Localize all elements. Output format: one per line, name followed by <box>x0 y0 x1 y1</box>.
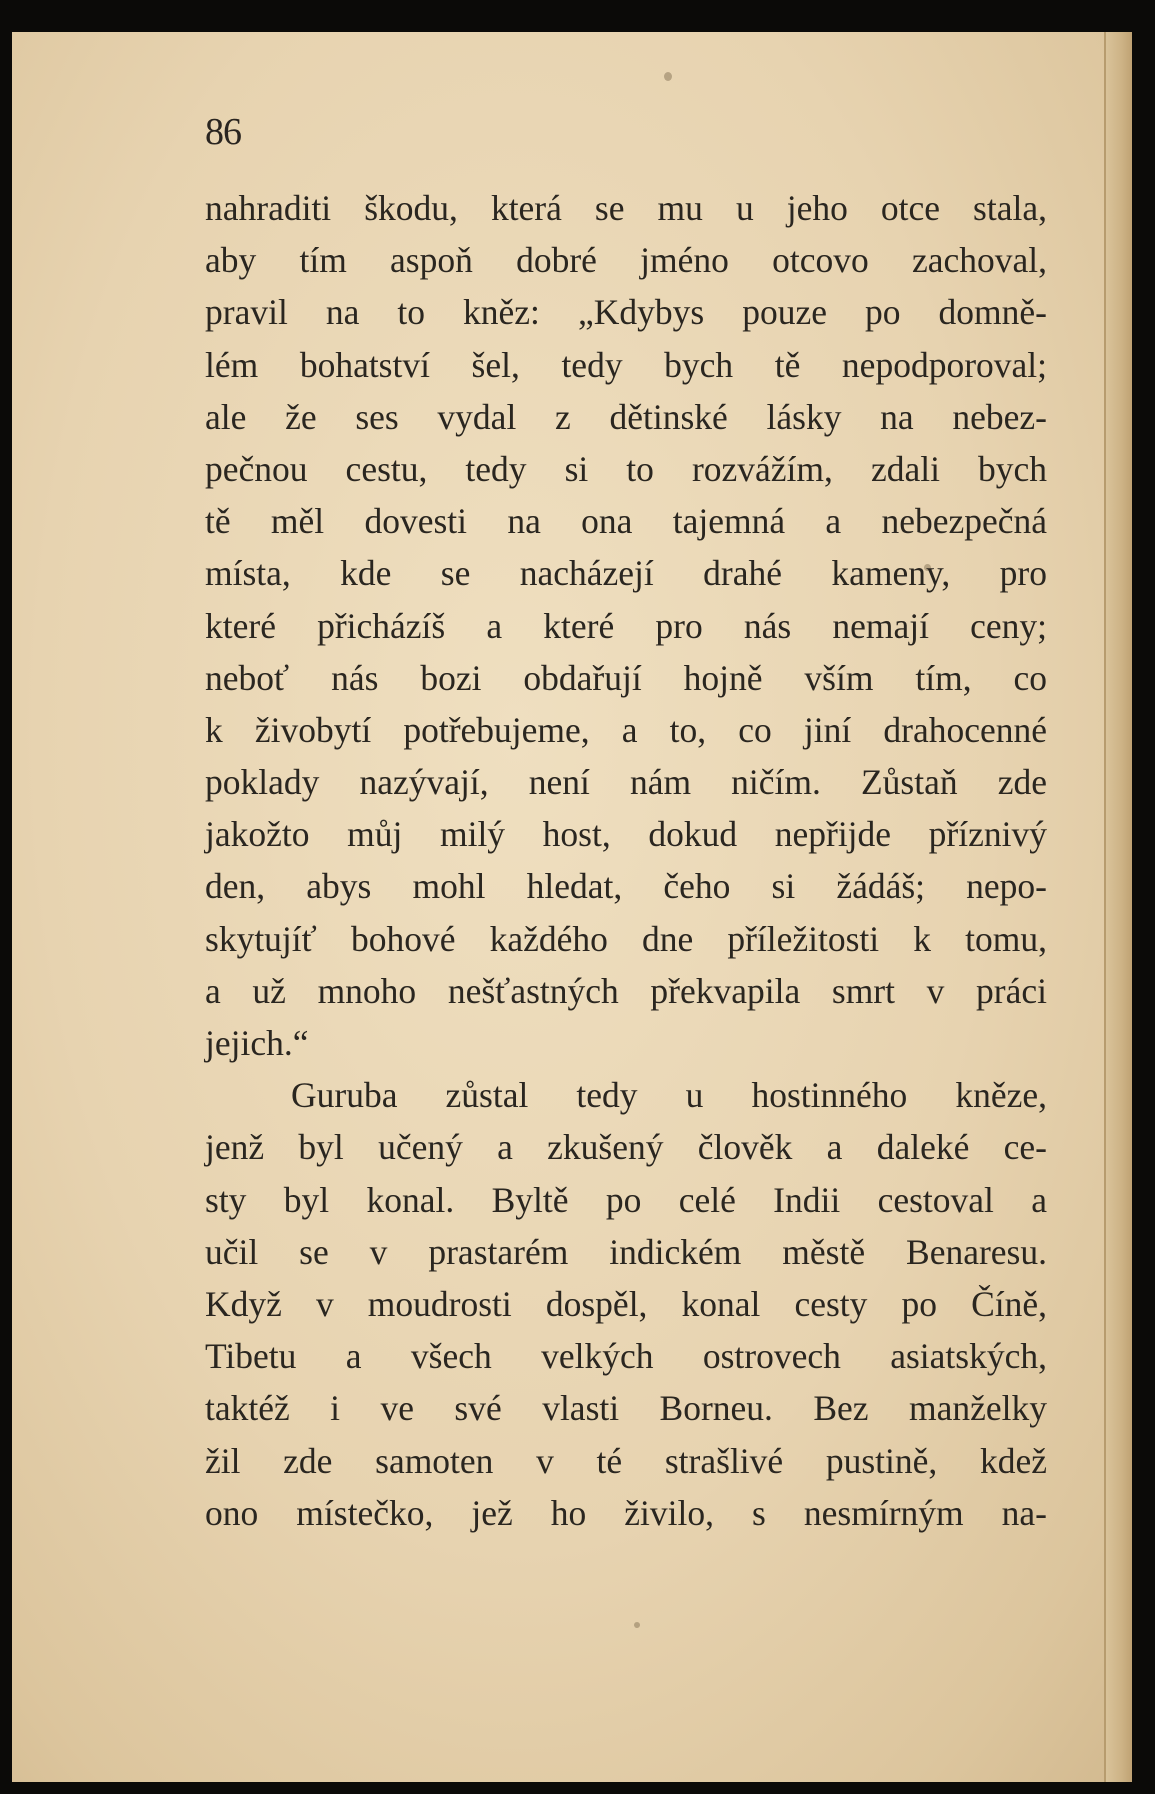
text-line: pečnou cestu, tedy si to rozvážím, zdali bych <box>205 448 1047 489</box>
text-line: a už mnoho nešťastných překvapila smrt v práci <box>205 970 1047 1011</box>
paragraph-start-line: Guruba zůstal tedy u hostinného kněze, <box>291 1075 1047 1116</box>
text-line: lém bohatství šel, tedy bych tě nepodporoval; <box>205 344 1047 385</box>
text-line: skytujíť bohové každého dne příležitosti k tomu, <box>205 918 1047 959</box>
text-line: místa, kde se nacházejí drahé kameny, pro <box>205 553 1047 594</box>
text-line: ono místečko, jež ho živilo, s nesmírným na- <box>205 1492 1047 1533</box>
text-line: učil se v prastarém indickém městě Benaresu. <box>205 1231 1047 1272</box>
body-text <box>205 182 1047 1539</box>
text-line: jenž byl učený a zkušený člověk a daleké ce- <box>205 1127 1047 1168</box>
text-line: taktéž i ve své vlasti Borneu. Bez manželky <box>205 1388 1047 1429</box>
text-line: jakožto můj milý host, dokud nepřijde příznivý <box>205 814 1047 855</box>
text-line: tě měl dovesti na ona tajemná a nebezpečná <box>205 501 1047 542</box>
page-number: 86 <box>205 111 241 153</box>
text-line: k živobytí potřebujeme, a to, co jiní drahocenné <box>205 709 1047 750</box>
text-line: neboť nás bozi obdařují hojně vším tím, co <box>205 657 1047 698</box>
text-line: jejich.“ <box>205 1023 309 1063</box>
text-line: ale že ses vydal z dětinské lásky na nebez- <box>205 396 1047 437</box>
text-line: nahraditi škodu, která se mu u jeho otce stala, <box>205 188 1047 228</box>
text-line: poklady nazývají, není nám ničím. Zůstaň zde <box>205 762 1047 803</box>
text-line: Tibetu a všech velkých ostrovech asiatských, <box>205 1336 1047 1377</box>
text-line: sty byl konal. Byltě po celé Indii cestoval a <box>205 1179 1047 1220</box>
text-line: které přicházíš a které pro nás nemají ceny; <box>205 605 1047 646</box>
text-line: den, abys mohl hledat, čeho si žádáš; nepo- <box>205 866 1047 907</box>
page-edge <box>1104 32 1132 1782</box>
paper-speck <box>664 72 672 81</box>
text-line: žil zde samoten v té strašlivé pustině, kdež <box>205 1440 1047 1481</box>
text-line: Když v moudrosti dospěl, konal cesty po Číně, <box>205 1283 1047 1324</box>
text-line: aby tím aspoň dobré jméno otcovo zachoval, <box>205 240 1047 281</box>
page-sheet <box>12 32 1132 1782</box>
text-line: pravil na to kněz: „Kdybys pouze po domně- <box>205 292 1047 333</box>
paper-speck <box>634 1622 640 1628</box>
